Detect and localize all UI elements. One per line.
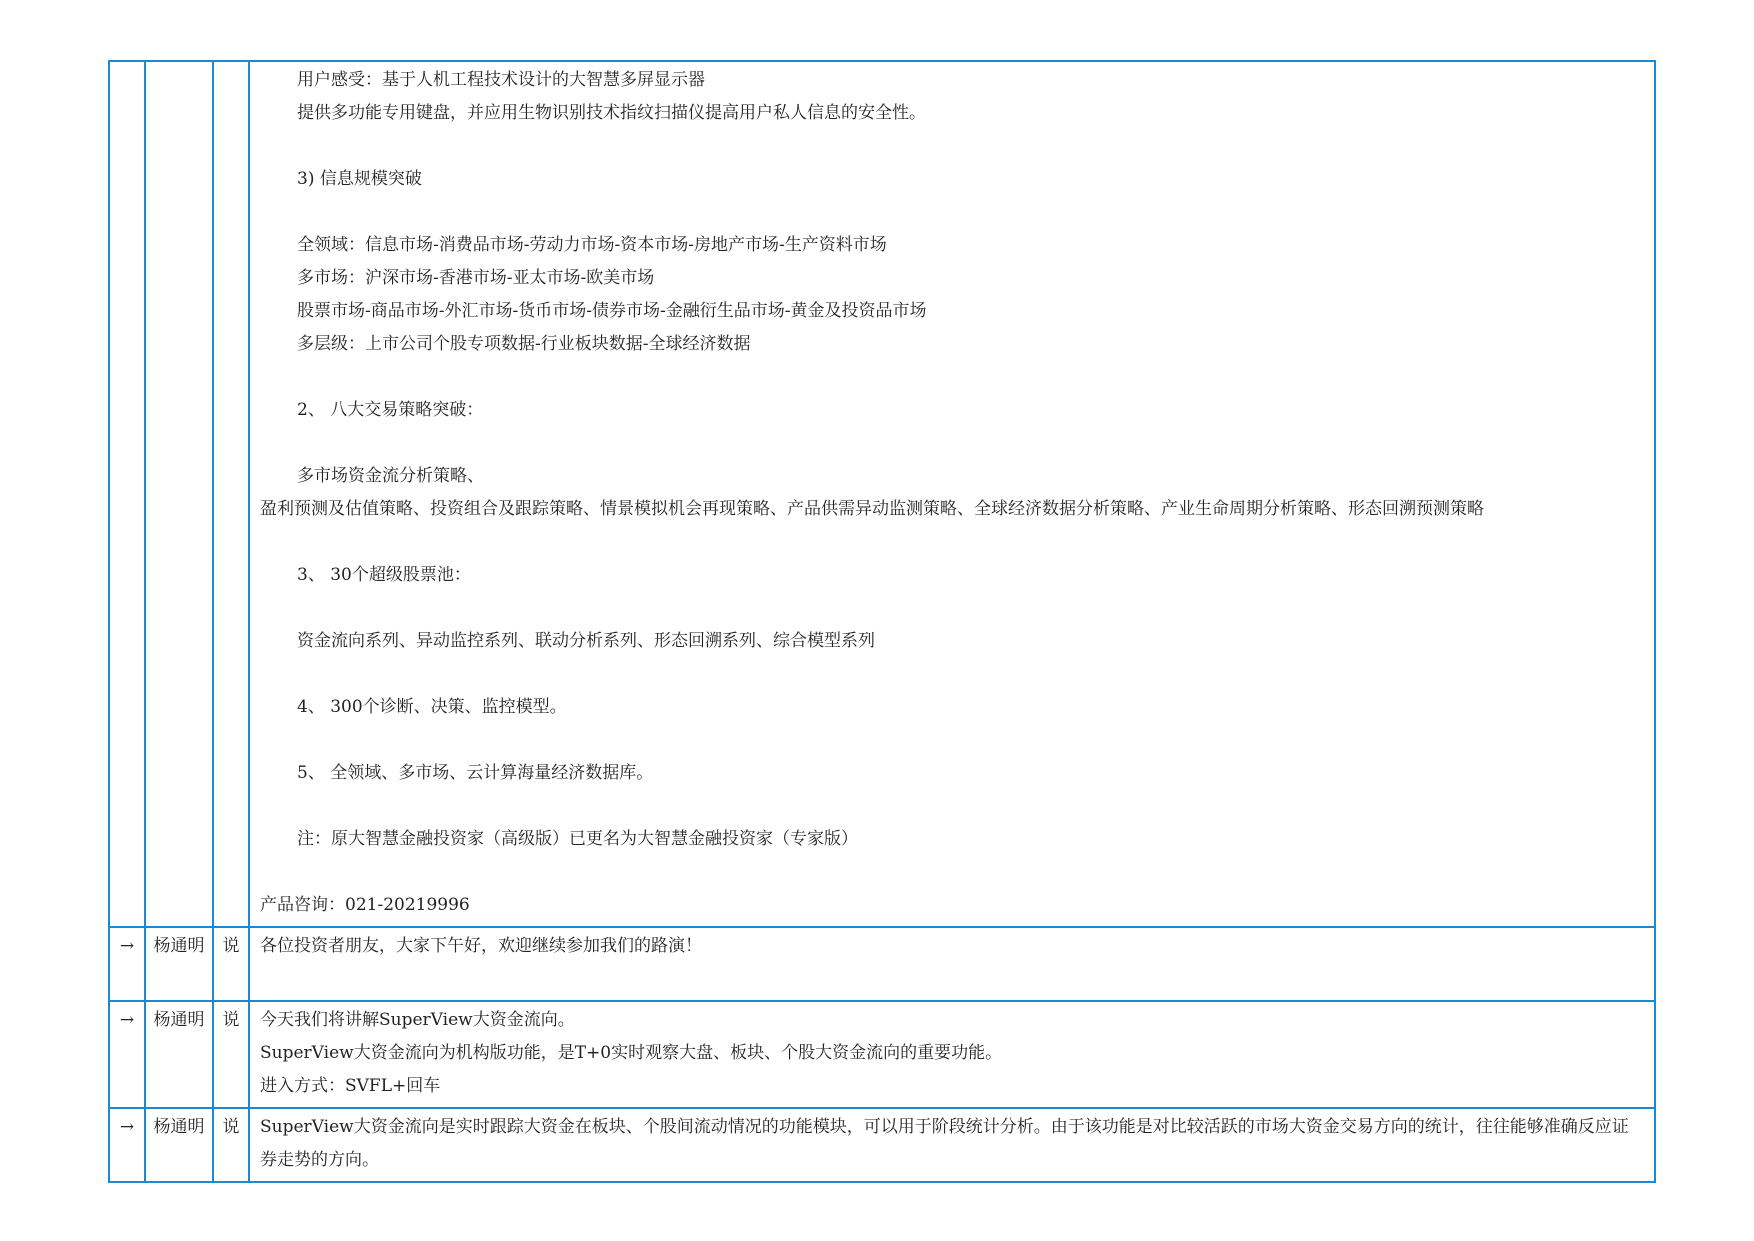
product-intro-line: 2、 八大交易策略突破：	[297, 400, 484, 420]
speech-content	[249, 927, 1655, 1001]
table-row-product-intro	[109, 61, 1655, 927]
table-row	[109, 927, 1655, 1001]
product-intro-line: 全领域：信息市场-消费品市场-劳动力市场-资本市场-房地产市场-生产资料市场	[297, 235, 887, 255]
blank-line	[260, 790, 1644, 823]
product-intro-line: 股票市场-商品市场-外汇市场-货币市场-债券市场-金融衍生品市场-黄金及投资品市场	[297, 301, 927, 321]
speaker-name: 杨通明	[145, 927, 213, 1001]
blank-line	[260, 592, 1644, 625]
blank-line	[260, 658, 1644, 691]
blank-line	[260, 427, 1644, 460]
speech-line: 各位投资者朋友，大家下午好，欢迎继续参加我们的路演！	[260, 936, 702, 956]
arrow-icon: →	[109, 1001, 145, 1108]
verb-cell-empty	[213, 61, 249, 927]
product-intro-line: 提供多功能专用键盘，并应用生物识别技术指纹扫描仪提高用户私人信息的安全性。	[297, 103, 926, 123]
table-row	[109, 1108, 1655, 1182]
product-intro-content	[249, 61, 1655, 927]
transcript-table	[108, 60, 1656, 1183]
table-row	[109, 1001, 1655, 1108]
speech-verb: 说	[213, 927, 249, 1001]
product-intro-lines	[260, 64, 1644, 922]
product-intro-line: 注：原大智慧金融投资家（高级版）已更名为大智慧金融投资家（专家版）	[297, 829, 858, 849]
speech-line: 今天我们将讲解SuperView大资金流向。	[260, 1010, 575, 1030]
arrow-cell-empty	[109, 61, 145, 927]
speaker-cell-empty	[145, 61, 213, 927]
speaker-name: 杨通明	[145, 1001, 213, 1108]
blank-line	[260, 856, 1644, 889]
product-intro-line: 多市场资金流分析策略、	[297, 466, 484, 486]
product-intro-line: 4、 300个诊断、决策、监控模型。	[297, 697, 567, 717]
speech-content	[249, 1001, 1655, 1108]
blank-line	[260, 361, 1644, 394]
blank-line	[260, 526, 1644, 559]
speech-line: SuperView大资金流向为机构版功能，是T+0实时观察大盘、板块、个股大资金流向的重要功能。	[260, 1043, 1003, 1063]
speech-line: 进入方式：SVFL+回车	[260, 1076, 441, 1096]
blank-line	[260, 963, 1644, 996]
product-intro-line: 多市场：沪深市场-香港市场-亚太市场-欧美市场	[297, 268, 655, 288]
speech-content	[249, 1108, 1655, 1182]
arrow-icon: →	[109, 1108, 145, 1182]
speaker-name: 杨通明	[145, 1108, 213, 1182]
product-intro-line: 多层级：上市公司个股专项数据-行业板块数据-全球经济数据	[297, 334, 751, 354]
speech-verb: 说	[213, 1001, 249, 1108]
blank-line	[260, 130, 1644, 163]
product-intro-line: 盈利预测及估值策略、投资组合及跟踪策略、情景模拟机会再现策略、产品供需异动监测策略、全球经济数据分析策略、产业生命周期分析策略、形态回溯预测策略	[260, 499, 1484, 519]
speech-verb: 说	[213, 1108, 249, 1182]
product-intro-line: 5、 全领域、多市场、云计算海量经济数据库。	[297, 763, 654, 783]
product-intro-line: 资金流向系列、异动监控系列、联动分析系列、形态回溯系列、综合模型系列	[297, 631, 875, 651]
arrow-icon: →	[109, 927, 145, 1001]
product-intro-line: 产品咨询：021-20219996	[260, 895, 470, 915]
product-intro-line: 用户感受：基于人机工程技术设计的大智慧多屏显示器	[297, 70, 705, 90]
product-intro-line: 3、 30个超级股票池：	[297, 565, 471, 585]
blank-line	[260, 724, 1644, 757]
product-intro-line: 3) 信息规模突破	[297, 169, 422, 189]
speech-line: SuperView大资金流向是实时跟踪大资金在板块、个股间流动情况的功能模块，可以用于阶段统计分析。由于该功能是对比较活跃的市场大资金交易方向的统计，往往能够准确反应证券走势的方向。	[260, 1117, 1629, 1170]
blank-line	[260, 196, 1644, 229]
